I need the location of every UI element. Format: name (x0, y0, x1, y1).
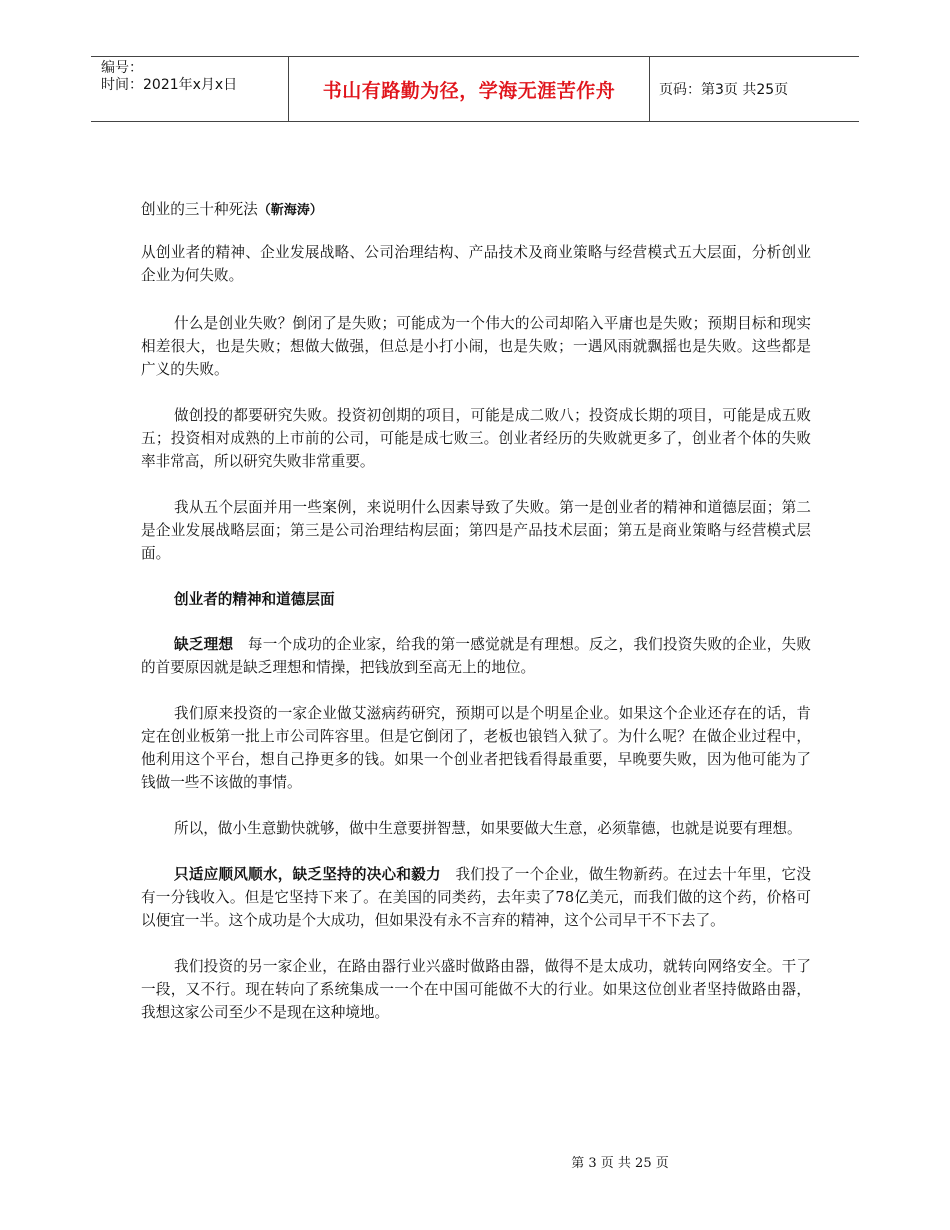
page-footer (0, 1152, 950, 1171)
header-motto-cell (288, 57, 650, 121)
paragraph: 做创投的都要研究失败。投资初创期的项目，可能是成二败八；投资成长期的项目，可能是成五败五；投资相对成熟的上市前的公司，可能是成七败三。创业者经历的失败就更多了，创业者个体的失败率非常高，所以研究失败非常重要。 (141, 407, 811, 470)
paragraph: 我从五个层面并用一些案例，来说明什么因素导致了失败。第一是创业者的精神和道德层面；第二是企业发展战略层面；第三是公司治理结构层面；第四是产品技术层面；第五是商业策略与经营模式层面。 (141, 499, 811, 562)
point-paragraph (141, 633, 811, 679)
header-page-info: 页码：第3页 共25页 (659, 82, 789, 98)
paragraph: 什么是创业失败？倒闭了是失败；可能成为一个伟大的公司却陷入平庸也是失败；预期目标和现实相差很大，也是失败；想做大做强，但总是小打小闹，也是失败；一遇风雨就飘摇也是失败。这些都是广义的失败。 (141, 315, 811, 378)
section-heading: 创业者的精神和道德层面 (174, 591, 335, 608)
doc-number-label: 编号： (101, 60, 143, 76)
point-text: 我们投了一个企业，做生物新药。在过去十年里，它没有一分钱收入。但是它坚持下来了。在美国的同类药，去年卖了78亿美元，而我们做的这个药，价格可以便宜一半。这个成功是个大成功，但如果没有永不言弃的精神，这个公司早干不下去了。 (141, 866, 811, 929)
footer-page-number: 第 3 页 共 25 页 (571, 1156, 669, 1171)
paragraph: 我们投资的另一家企业，在路由器行业兴盛时做路由器，做得不是太成功，就转向网络安全。干了一段，又不行。现在转向了系统集成一一个在中国可能做不大的行业。如果这位创业者坚持做路由器，我想这家公司至少不是现在这种境地。 (141, 958, 811, 1021)
point-text: 每一个成功的企业家，给我的第一感觉就是有理想。反之，我们投资失败的企业，失败的首要原因就是缺乏理想和情操，把钱放到至高无上的地位。 (141, 636, 811, 676)
document-header (91, 56, 859, 122)
article-intro: 从创业者的精神、企业发展战略、公司治理结构、产品技术及商业策略与经营模式五大层面，分析创业企业为何失败。 (141, 244, 811, 284)
doc-time: 时间：2021年x月x日 (101, 77, 238, 93)
article-title-line (141, 198, 811, 222)
header-meta (91, 57, 288, 121)
paragraph: 所以，做小生意勤快就够，做中生意要拼智慧，如果要做大生意，必须靠德，也就是说要有理想。 (174, 820, 802, 837)
article-body (141, 198, 811, 1047)
header-page-cell (650, 57, 859, 121)
header-motto: 书山有路勤为径，学海无涯苦作舟 (322, 79, 616, 102)
point-paragraph (141, 863, 811, 932)
point-heading: 只适应顺风顺水，缺乏坚持的决心和毅力 (174, 866, 441, 883)
article-author: （靳海涛） (257, 203, 323, 218)
point-heading: 缺乏理想 (174, 636, 234, 653)
article-title: 创业的三十种死法 (141, 201, 258, 218)
paragraph: 我们原来投资的一家企业做艾滋病药研究，预期可以是个明星企业。如果这个企业还存在的话，肯定在创业板第一批上市公司阵容里。但是它倒闭了，老板也锒铛入狱了。为什么呢？在做企业过程中，他利用这个平台，想自己挣更多的钱。如果一个创业者把钱看得最重要，早晚要失败，因为他可能为了钱做一些不该做的事情。 (141, 705, 811, 791)
